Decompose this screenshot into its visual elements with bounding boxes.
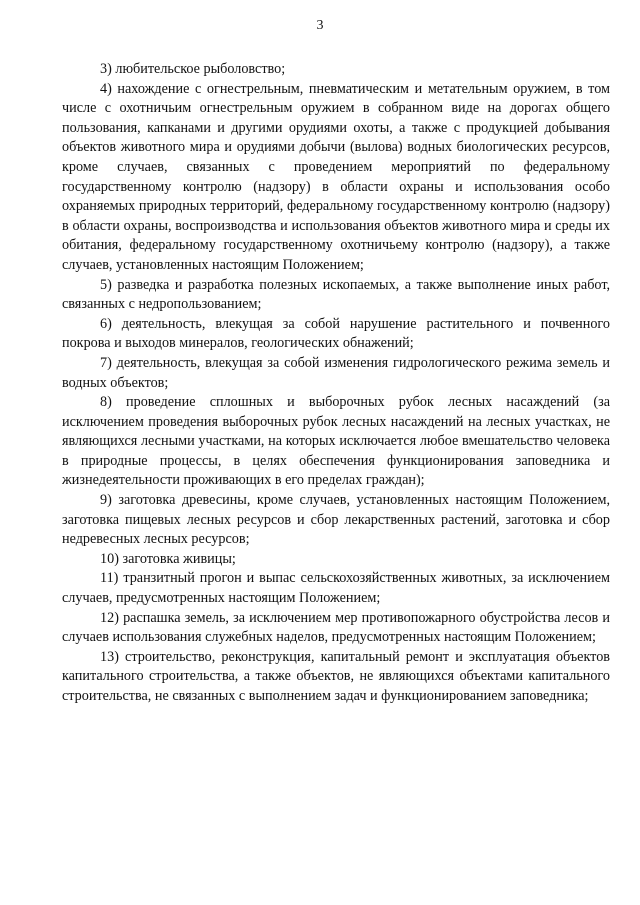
paragraph-item-5: 5) разведка и разработка полезных ископаемых, а также выполнение иных работ, связанных с недропользованием; <box>62 276 610 313</box>
paragraph-item-10: 10) заготовка живицы; <box>100 550 236 567</box>
document-body <box>62 60 610 707</box>
paragraph-item-4: 4) нахождение с огнестрельным, пневматическим и метательным оружием, в том числе с охотничьим огнестрельным оружием в собранном виде на дорогах общего пользования, капканами и другими орудиями охоты, а также с продукцией добывания объектов животного мира и орудиями добычи (вылова) водных биологических ресурсов, кроме случаев, связанных с проведением мероприятий по федеральному государственному контролю (надзору) в области охраны и использования особо охраняемых природных территорий, федеральному государственному контролю (надзору) в области охраны, воспроизводства и использования объектов животного мира и среды их обитания, федеральному государственному охотничьему контролю (надзору), а также случаев, установленных настоящим Положением; <box>62 80 610 273</box>
paragraph-item-9: 9) заготовка древесины, кроме случаев, установленных настоящим Положением, заготовка пищевых лесных ресурсов и сбор лекарственных растений, заготовка и сбор недревесных лесных ресурсов; <box>62 492 610 548</box>
paragraph-item-7: 7) деятельность, влекущая за собой изменения гидрологического режима земель и водных объектов; <box>62 354 610 391</box>
paragraph-item-3: 3) любительское рыболовство; <box>100 61 286 77</box>
paragraph-item-6: 6) деятельность, влекущая за собой нарушение растительного и почвенного покрова и выходов минералов, геологических обнажений; <box>62 315 610 352</box>
paragraph-item-8: 8) проведение сплошных и выборочных рубок лесных насаждений (за исключением проведения выборочных рубок лесных насаждений на лесных участках, не являющихся лесными участками, на которых исключается любое вмешательство человека в природные процессы, в целях обеспечения функционирования заповедника и жизнедеятельности проживающих в его пределах граждан); <box>62 394 610 489</box>
paragraph-item-13: 13) строительство, реконструкция, капитальный ремонт и эксплуатация объектов капитального строительства, а также объектов, не являющихся объектами капитального строительства, не связанных с выполнением задач и функционированием заповедника; <box>62 648 610 704</box>
page-number: 3 <box>316 18 324 33</box>
paragraph-item-12: 12) распашка земель, за исключением мер противопожарного обустройства лесов и случаев использования служебных наделов, предусмотренных настоящим Положением; <box>62 609 610 646</box>
paragraph-item-11: 11) транзитный прогон и выпас сельскохозяйственных животных, за исключением случаев, предусмотренных настоящим Положением; <box>62 570 610 607</box>
